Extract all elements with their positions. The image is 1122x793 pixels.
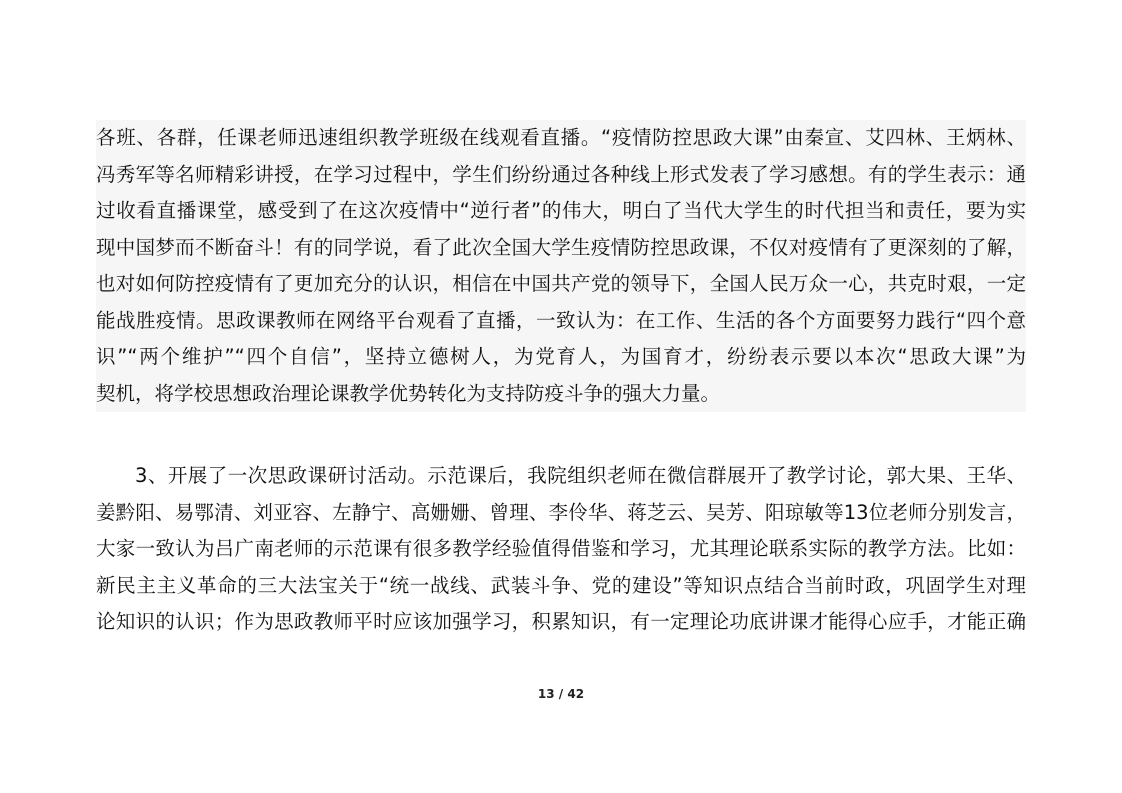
paragraph-line: 冯秀军等名师精彩讲授，在学习过程中，学生们纷纷通过各种线上形式发表了学习感想。有的学生表示：通 — [96, 162, 1026, 186]
shaded-paragraph — [96, 120, 1026, 412]
paragraph-line: 3、开展了一次思政课研讨活动。示范课后，我院组织老师在微信群展开了教学讨论，郭大果、王华、 — [135, 464, 1026, 487]
paragraph-line: 姜黔阳、易鄂清、刘亚容、左静宁、高姗姗、曾理、李伶华、蒋芝云、吴芳、阳琼敏等13位老师分别发言， — [96, 500, 1026, 524]
paragraph-line: 论知识的认识；作为思政教师平时应该加强学习，积累知识，有一定理论功底讲课才能得心应手，才能正确 — [96, 610, 1026, 633]
plain-paragraph — [96, 458, 1026, 641]
paragraph-line: 契机，将学校思想政治理论课教学优势转化为支持防疫斗争的强大力量。 — [96, 381, 721, 405]
paragraph-line: 能战胜疫情。思政课教师在网络平台观看了直播，一致认为：在工作、生活的各个方面要努力践行“四个意 — [96, 308, 1026, 332]
paragraph-line: 新民主主义革命的三大法宝关于“统一战线、武装斗争、党的建设”等知识点结合当前时政，巩固学生对理 — [96, 573, 1026, 597]
paragraph-line: 过收看直播课堂，感受到了在这次疫情中“逆行者”的伟大，明白了当代大学生的时代担当和责任，要为实 — [96, 199, 1026, 222]
paragraph-line: 各班、各群，任课老师迅速组织教学班级在线观看直播。“疫情防控思政大课”由秦宣、艾四林、王炳林、 — [96, 126, 1026, 149]
paragraph-line: 识”“两个维护”“四个自信”，坚持立德树人，为党育人，为国育才，纷纷表示要以本次“思政大课”为 — [96, 345, 1026, 368]
paragraph-line: 也对如何防控疫情有了更加充分的认识，相信在中国共产党的领导下，全国人民万众一心，共克时艰，一定 — [96, 272, 1026, 295]
page-number: 13 / 42 — [537, 687, 585, 701]
paragraph-line: 大家一致认为吕广南老师的示范课有很多教学经验值得借鉴和学习，尤其理论联系实际的教学方法。比如： — [96, 537, 1026, 560]
paragraph-line: 现中国梦而不断奋斗！有的同学说，看了此次全国大学生疫情防控思政课，不仅对疫情有了更深刻的了解， — [96, 235, 1026, 259]
